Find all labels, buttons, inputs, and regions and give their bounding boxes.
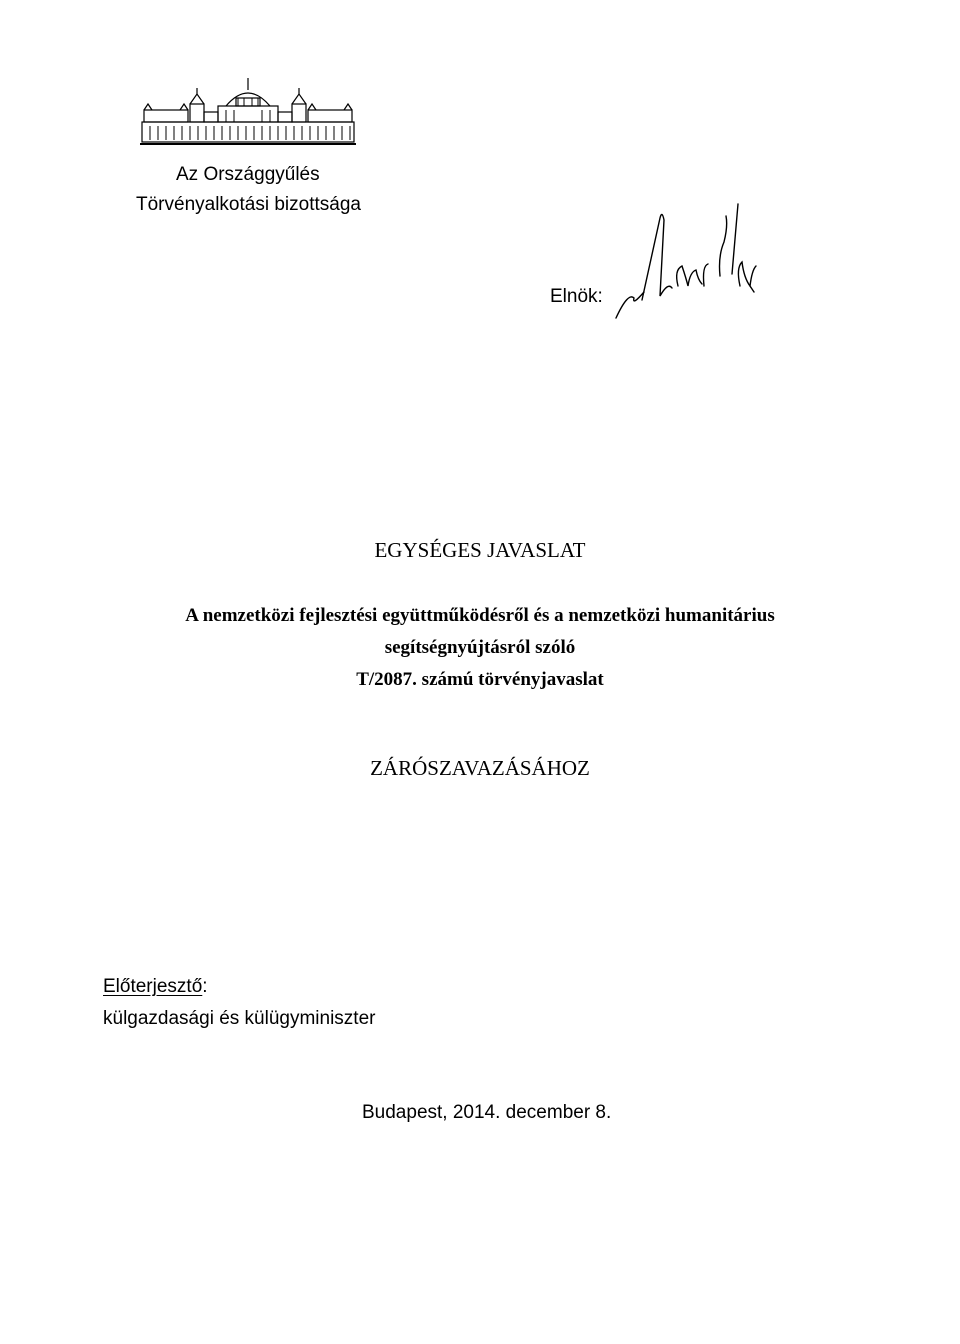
chair-label: Elnök: — [550, 286, 603, 307]
organization-name: Az Országgyűlés — [176, 164, 320, 185]
presenter-name: külgazdasági és külügyminiszter — [103, 1008, 376, 1029]
parliament-building-icon — [140, 76, 356, 148]
issuing-committee — [136, 160, 436, 220]
handwritten-signature-icon — [608, 196, 788, 326]
bill-title-line: T/2087. számú törvényjavaslat — [356, 669, 604, 690]
bill-title-line: A nemzetközi fejlesztési együttműködésről és a nemzetközi humanitárius — [185, 605, 775, 626]
bill-title-line: segítségnyújtásról szóló — [384, 637, 576, 658]
presenter-label-colon: : — [202, 976, 208, 997]
presenter-label-text: Előterjesztő — [103, 976, 203, 997]
presenter-label — [103, 976, 208, 998]
final-vote-heading: ZÁRÓSZAVAZÁSÁHOZ — [370, 756, 590, 780]
document-type-heading: EGYSÉGES JAVASLAT — [374, 538, 586, 562]
place-and-date: Budapest, 2014. december 8. — [362, 1102, 612, 1123]
bill-title — [0, 600, 960, 696]
committee-name: Törvényalkotási bizottsága — [136, 194, 361, 215]
